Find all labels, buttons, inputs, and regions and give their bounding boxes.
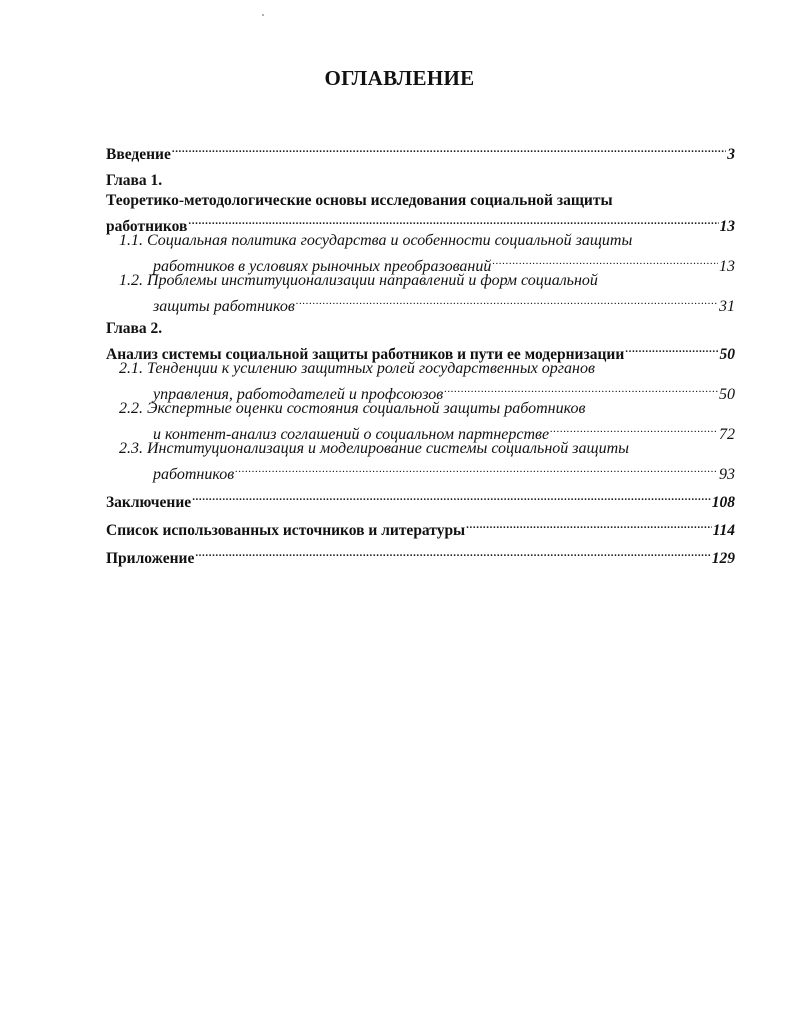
toc-leader [625, 339, 718, 359]
toc-entry-intro[interactable] [106, 139, 735, 163]
toc-label: работников в условиях рыночных преобразований [153, 258, 492, 275]
toc-label: Приложение [106, 550, 195, 567]
toc-entry-section-1-1[interactable] [106, 251, 735, 275]
toc-label: управления, работодателей и профсоюзов [153, 386, 444, 403]
table-of-contents [106, 139, 735, 567]
toc-page-number: 13 [719, 218, 735, 235]
toc-leader [444, 379, 718, 399]
toc-leader [188, 211, 718, 231]
toc-entry-appendix[interactable] [106, 543, 735, 567]
toc-leader [296, 291, 718, 311]
toc-entry-section-2-3[interactable] [106, 459, 735, 483]
toc-label: и контент-анализ соглашений о социальном партнерстве [153, 426, 550, 443]
toc-leader [195, 543, 710, 563]
toc-label: Анализ системы социальной защиты работников и пути ее модернизации [106, 346, 625, 363]
toc-page-number: 72 [719, 426, 735, 443]
toc-page-number: 13 [719, 258, 735, 275]
toc-page-number: 93 [719, 466, 735, 483]
chapter-1-title: Теоретико-методологические основы исследования социальной защиты [106, 192, 613, 209]
toc-label: Список использованных источников и литературы [106, 522, 466, 539]
toc-label: Заключение [106, 494, 192, 511]
toc-entry-section-2-2[interactable] [106, 419, 735, 443]
toc-label: Введение [106, 146, 171, 163]
page-title: ОГЛАВЛЕНИЕ [324, 66, 475, 90]
toc-leader [550, 419, 718, 439]
chapter-1-heading: Глава 1. [106, 172, 163, 189]
toc-leader [492, 251, 718, 271]
toc-entry-chapter-2[interactable] [106, 339, 735, 363]
section-2-3-title: 2.3. Институционализация и моделирование системы социальной защиты [119, 440, 629, 457]
toc-entry-section-1-2[interactable] [106, 291, 735, 315]
toc-entry-sources[interactable] [106, 515, 735, 539]
toc-leader [235, 459, 718, 479]
toc-page-number: 114 [712, 522, 735, 539]
scan-speck [262, 14, 264, 16]
toc-label: работников [153, 466, 235, 483]
toc-leader [466, 515, 711, 535]
section-2-1-title: 2.1. Тенденции к усилению защитных ролей государственных органов [119, 360, 595, 377]
toc-leader [172, 139, 726, 159]
section-1-1-title: 1.1. Социальная политика государства и особенности социальной защиты [119, 232, 633, 249]
toc-page-number: 50 [719, 386, 735, 403]
chapter-2-heading: Глава 2. [106, 320, 163, 337]
toc-entry-chapter-1[interactable] [106, 211, 735, 235]
section-1-2-title: 1.2. Проблемы институционализации направлений и форм социальной [119, 272, 598, 289]
toc-label: защиты работников [153, 298, 295, 315]
toc-leader [192, 487, 711, 507]
toc-label: работников [106, 218, 188, 235]
toc-page-number: 108 [711, 494, 735, 511]
section-2-2-title: 2.2. Экспертные оценки состояния социальной защиты работников [119, 400, 586, 417]
toc-page-number: 31 [719, 298, 735, 315]
toc-entry-conclusion[interactable] [106, 487, 735, 511]
toc-entry-section-2-1[interactable] [106, 379, 735, 403]
toc-page-number: 50 [719, 346, 735, 363]
toc-page-number: 129 [711, 550, 735, 567]
toc-page-number: 3 [727, 146, 735, 163]
